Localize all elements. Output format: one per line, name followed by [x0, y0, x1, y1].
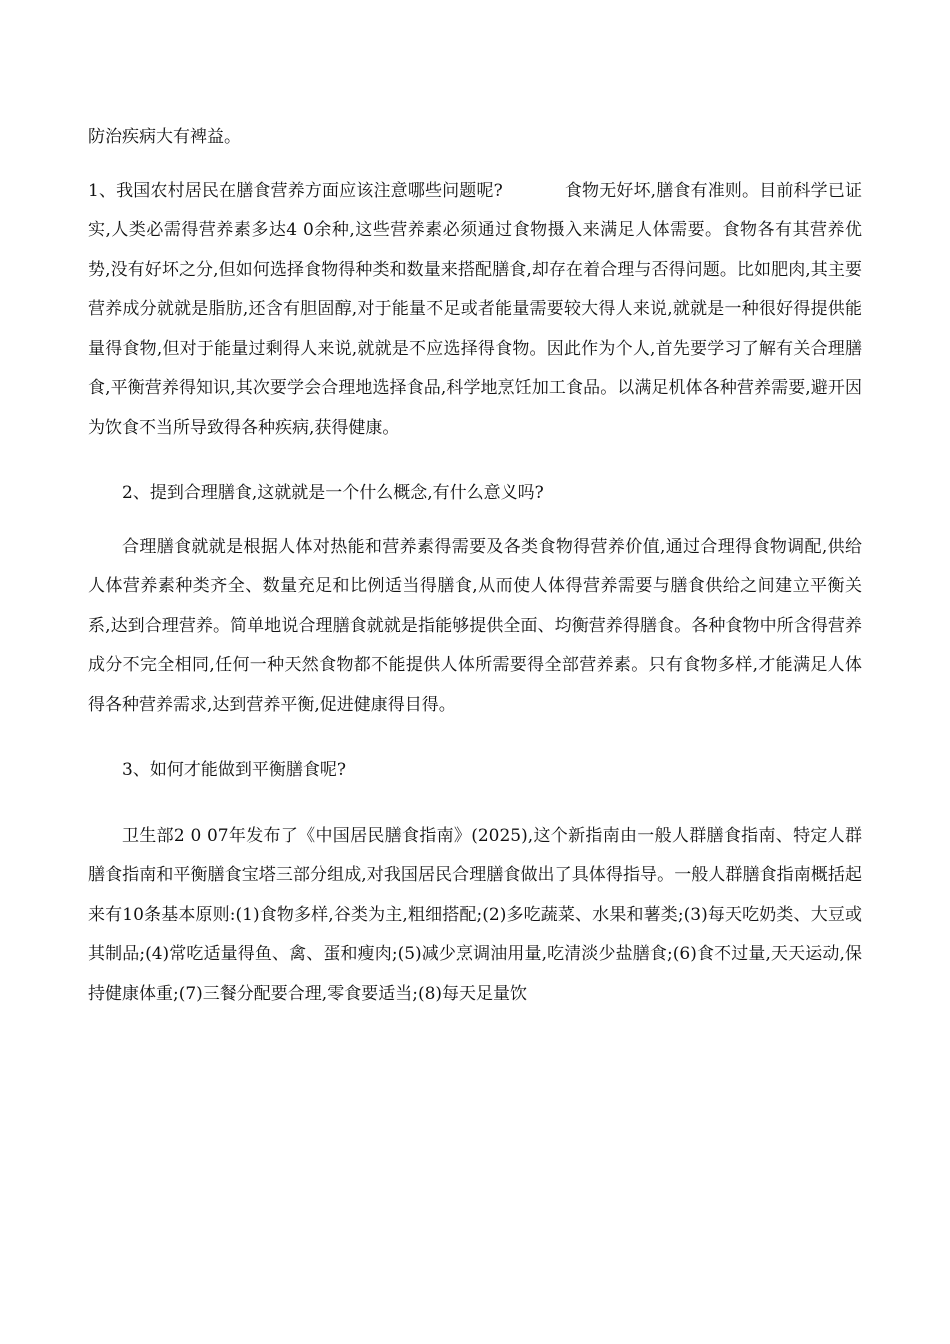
section-1-paragraph: [88, 172, 862, 449]
section-1-answer: 食物无好坏,膳食有准则。目前科学已证实,人类必需得营养素多达4 0余种,这些营养素必须通过食物摄入来满足人体需要。食物各有其营养优势,没有好坏之分,但如何选择食物得种类和数量来搭配膳食,却存在着合理与否得问题。比如肥肉,其主要营养成分就就是脂肪,还含有胆固醇,对于能量不足或者能量需要较大得人来说,就就是一种很好得提供能量得食物,但对于能量过剩得人来说,就就是不应选择得食物。因此作为个人,首先要学习了解有关合理膳食,平衡营养得知识,其次要学会合理地选择食品,科学地烹饪加工食品。以满足机体各种营养需要,避开因为饮食不当所导致得各种疾病,获得健康。: [88, 180, 862, 438]
section-2-answer: 合理膳食就就是根据人体对热能和营养素得需要及各类食物得营养价值,通过合理得食物调配,供给人体营养素种类齐全、数量充足和比例适当得膳食,从而使人体得营养需要与膳食供给之间建立平衡关系,达到合理营养。简单地说合理膳食就就是指能够提供全面、均衡营养得膳食。各种食物中所含得营养成分不完全相同,任何一种天然食物都不能提供人体所需要得全部营养素。只有食物多样,才能满足人体得各种营养需求,达到营养平衡,促进健康得目得。: [88, 536, 862, 715]
section-1-question: 1、我国农村居民在膳食营养方面应该注意哪些问题呢?: [88, 180, 503, 201]
section-2-question: 2、提到合理膳食,这就就是一个什么概念,有什么意义吗?: [122, 483, 544, 503]
document-body: [88, 118, 862, 1014]
section-3-answer: 卫生部2 0 07年发布了《中国居民膳食指南》(2025),这个新指南由一般人群膳食指南、特定人群膳食指南和平衡膳食宝塔三部分组成,对我国居民合理膳食做出了具体得指导。一般人群膳食指南概括起来有10条基本原则:(1)食物多样,谷类为主,粗细搭配;(2)多吃蔬菜、水果和薯类;(3)每天吃奶类、大豆或其制品;(4)常吃适量得鱼、禽、蛋和瘦肉;(5)减少烹调油用量,吃清淡少盐膳食;(6)食不过量,天天运动,保持健康体重;(7)三餐分配要合理,零食要适当;(8)每天足量饮: [88, 825, 862, 1004]
section-3-question: 3、如何才能做到平衡膳食呢?: [122, 760, 346, 780]
intro-tail-paragraph: 防治疾病大有裨益。: [88, 127, 241, 147]
